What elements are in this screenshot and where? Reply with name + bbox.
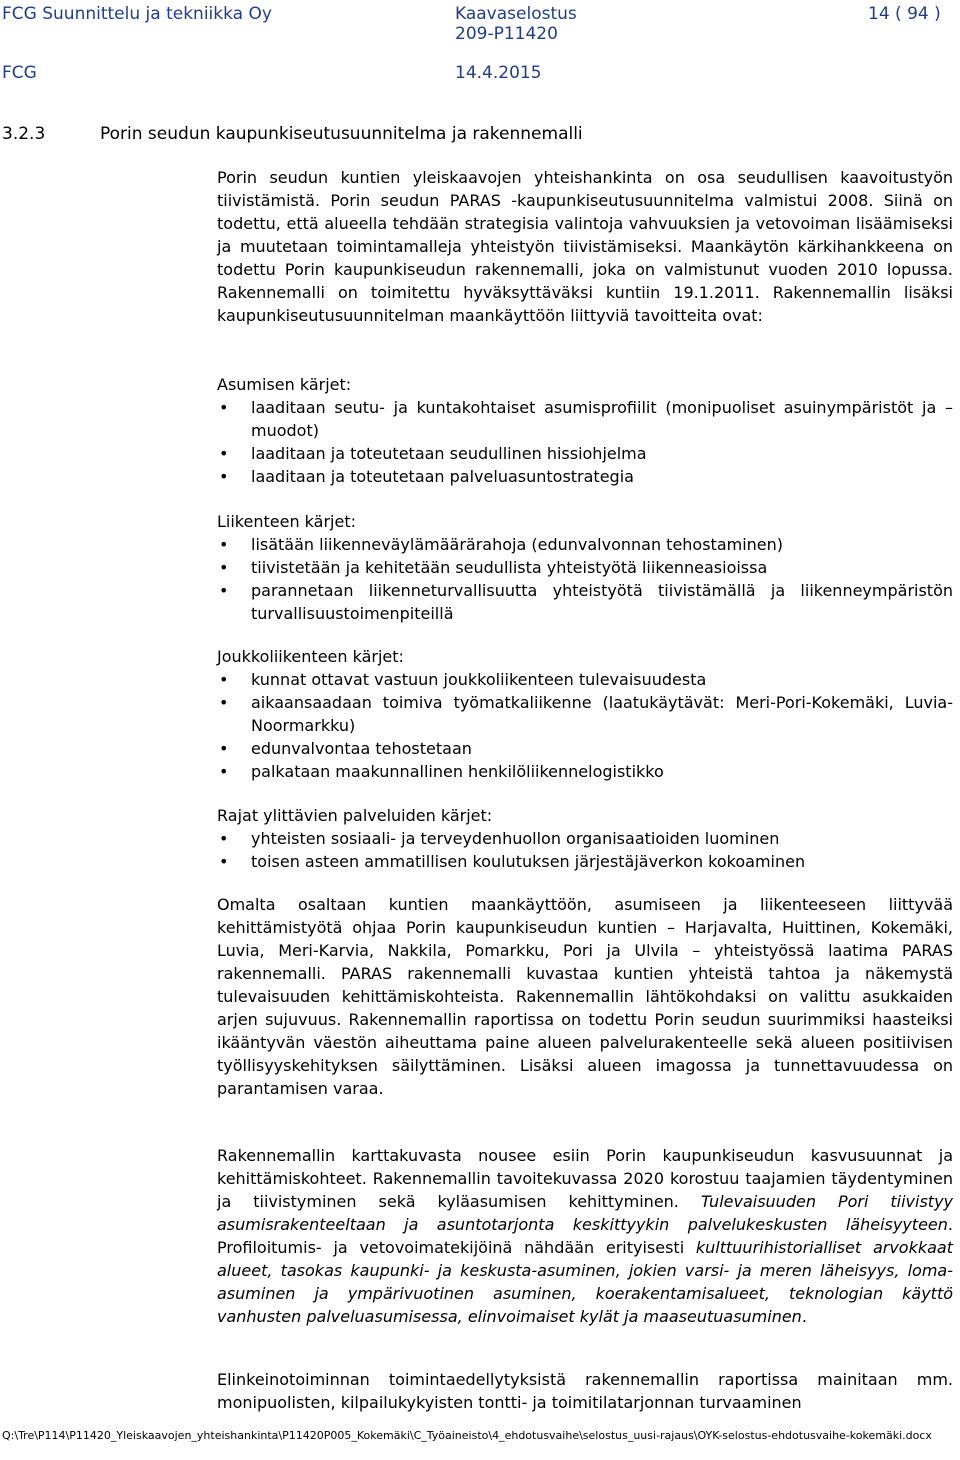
map-paragraph-text-1: Rakennemallin karttakuvasta nousee esiin Porin kaupunkiseudun kasvusuunnat ja kehittämiskohteet. Rakennemallin tavoitekuvassa 2020 korostuu taajamien täydentyminen ja tiivistyminen sekä kyläasumisen kehittyminen. — [217, 1146, 953, 1211]
business-paragraph: Elinkeinotoiminnan toimintaedellytyksistä rakennemallin raportissa mainitaan mm. monipuolisten, kilpailukykyisten tontti- ja toimitilatarjonnan turvaaminen — [217, 1370, 953, 1412]
list-item: • palkataan maakunnallinen henkilöliikennelogistikko — [217, 760, 953, 783]
group-label-traffic: Liikenteen kärjet: — [217, 512, 356, 531]
section-title: Porin seudun kaupunkiseutusuunnitelma ja rakennemalli — [100, 124, 583, 144]
paras-paragraph: Omalta osaltaan kuntien maankäyttöön, asumiseen ja liikenteeseen liittyvää kehittämistyötä ohjaa Porin kaupunkiseudun kuntien – Harjavalta, Huittinen, Kokemäki, Luvia, Meri-Karvia, Nakkila, Pomarkku, Pori ja Ulvila – yhteistyössä laatima PARAS rakennemalli. PARAS rakennemalli kuvastaa kuntien yhteistä tahtoa ja näkemystä tulevaisuuden kehittämiskohteista. Rakennemallin lähtökohdaksi on valittu asukkaiden arjen sujuvuus. Rakennemallin raportissa on todettu Porin seudun suurimmiksi haasteiksi ikääntyvän väestön aiheuttama paine alueen palvelurakenteelle sekä alueen positiivisen työllisyyskehityksen säilyttäminen. Lisäksi alueen imagossa ja tunnettavuudessa on parantamisen varaa. — [217, 895, 953, 1098]
list-item: • tiivistetään ja kehitetään seudullista yhteistyötä liikenneasioissa — [217, 556, 953, 579]
list-item: • parannetaan liikenneturvallisuutta yhteistyötä tiivistämällä ja liikenneympäristön turvallisuustoimenpiteillä — [217, 579, 953, 625]
footer-file-path: Q:\Tre\P114\P11420_Yleiskaavojen_yhteishankinta\P11420P005_Kokemäki\C_Työaineisto\4_ehdotusvaihe\selostus_uusi-rajaus\OYK-selostus-ehdotusvaihe-kokemäki.docx — [2, 1429, 932, 1442]
group-label-housing: Asumisen kärjet: — [217, 375, 352, 394]
traffic-list — [217, 533, 953, 625]
map-paragraph-text-3: . — [801, 1307, 807, 1326]
housing-list — [217, 396, 953, 488]
list-item: • aikaansaadaan toimiva työmatkaliikenne (laatukäytävät: Meri-Pori-Kokemäki, Luvia-Noormarkku) — [217, 691, 953, 737]
list-item: • yhteisten sosiaali- ja terveydenhuollon organisaatioiden luominen — [217, 827, 953, 850]
section-number: 3.2.3 — [2, 124, 46, 144]
list-item: • laaditaan seutu- ja kuntakohtaiset asumisprofiilit (monipuoliset asuinympäristöt ja –muodot) — [217, 396, 953, 442]
cross-border-services-list — [217, 827, 953, 873]
list-item: • lisätään liikenneväylämäärärahoja (edunvalvonnan tehostaminen) — [217, 533, 953, 556]
map-paragraph-italic-1: Tulevaisuuden Pori tiivistyy asumisrakenteeltaan ja asuntotarjonta keskittyykin palvelukeskusten läheisyyteen — [217, 1192, 954, 1234]
intro-paragraph: Porin seudun kuntien yleiskaavojen yhteishankinta on osa seudullisen kaavoitustyön tiivistämistä. Porin seudun PARAS -kaupunkiseutusuunnitelma valmistui 2008. Siinä on todettu, että alueella tehdään strategisia valintoja vahvuuksien ja vetovoiman lisäämiseksi ja muutetaan toimintamalleja yhteistyön tiivistämiseksi. Maankäytön kärkihankkeena on todettu Porin kaupunkiseudun rakennemalli, joka on valmistunut vuoden 2010 lopussa. Rakennemalli on toimitettu hyväksyttäväksi kuntiin 19.1.2011. Rakennemallin lisäksi kaupunkiseutusuunnitelman maankäyttöön liittyviä tavoitteita ovat: — [217, 168, 953, 325]
header-doc-type: Kaavaselostus — [455, 4, 577, 24]
map-paragraph-italic-2: kulttuurihistorialliset arvokkaat alueet, tasokas kaupunki- ja keskusta-asuminen, jokien varsi- ja meren läheisyys, loma-asuminen ja ympärivuotinen asuminen, koerakentamisalueet, teknologian käyttö vanhusten palveluasumisessa, elinvoimaiset kylät ja maaseutuasuminen — [217, 1238, 953, 1326]
header-page-number: 14 ( 94 ) — [868, 4, 941, 24]
list-item: • laaditaan ja toteutetaan seudullinen hissiohjelma — [217, 442, 953, 465]
header-company-short: FCG — [2, 63, 37, 83]
list-item: • laaditaan ja toteutetaan palveluasuntostrategia — [217, 465, 953, 488]
public-transport-list — [217, 668, 953, 783]
header-doc-id: 209-P11420 — [455, 24, 558, 44]
map-paragraph — [217, 1144, 953, 1328]
header-date: 14.4.2015 — [455, 63, 542, 83]
header-company: FCG Suunnittelu ja tekniikka Oy — [2, 4, 272, 24]
map-paragraph-text-2: . Profiloitumis- ja vetovoimatekijöinä nähdään erityisesti — [217, 1215, 953, 1257]
list-item: • kunnat ottavat vastuun joukkoliikenteen tulevaisuudesta — [217, 668, 953, 691]
list-item: • edunvalvontaa tehostetaan — [217, 737, 953, 760]
group-label-cross-border-services: Rajat ylittävien palveluiden kärjet: — [217, 806, 493, 825]
group-label-public-transport: Joukkoliikenteen kärjet: — [217, 647, 404, 666]
list-item: • toisen asteen ammatillisen koulutuksen järjestäjäverkon kokoaminen — [217, 850, 953, 873]
